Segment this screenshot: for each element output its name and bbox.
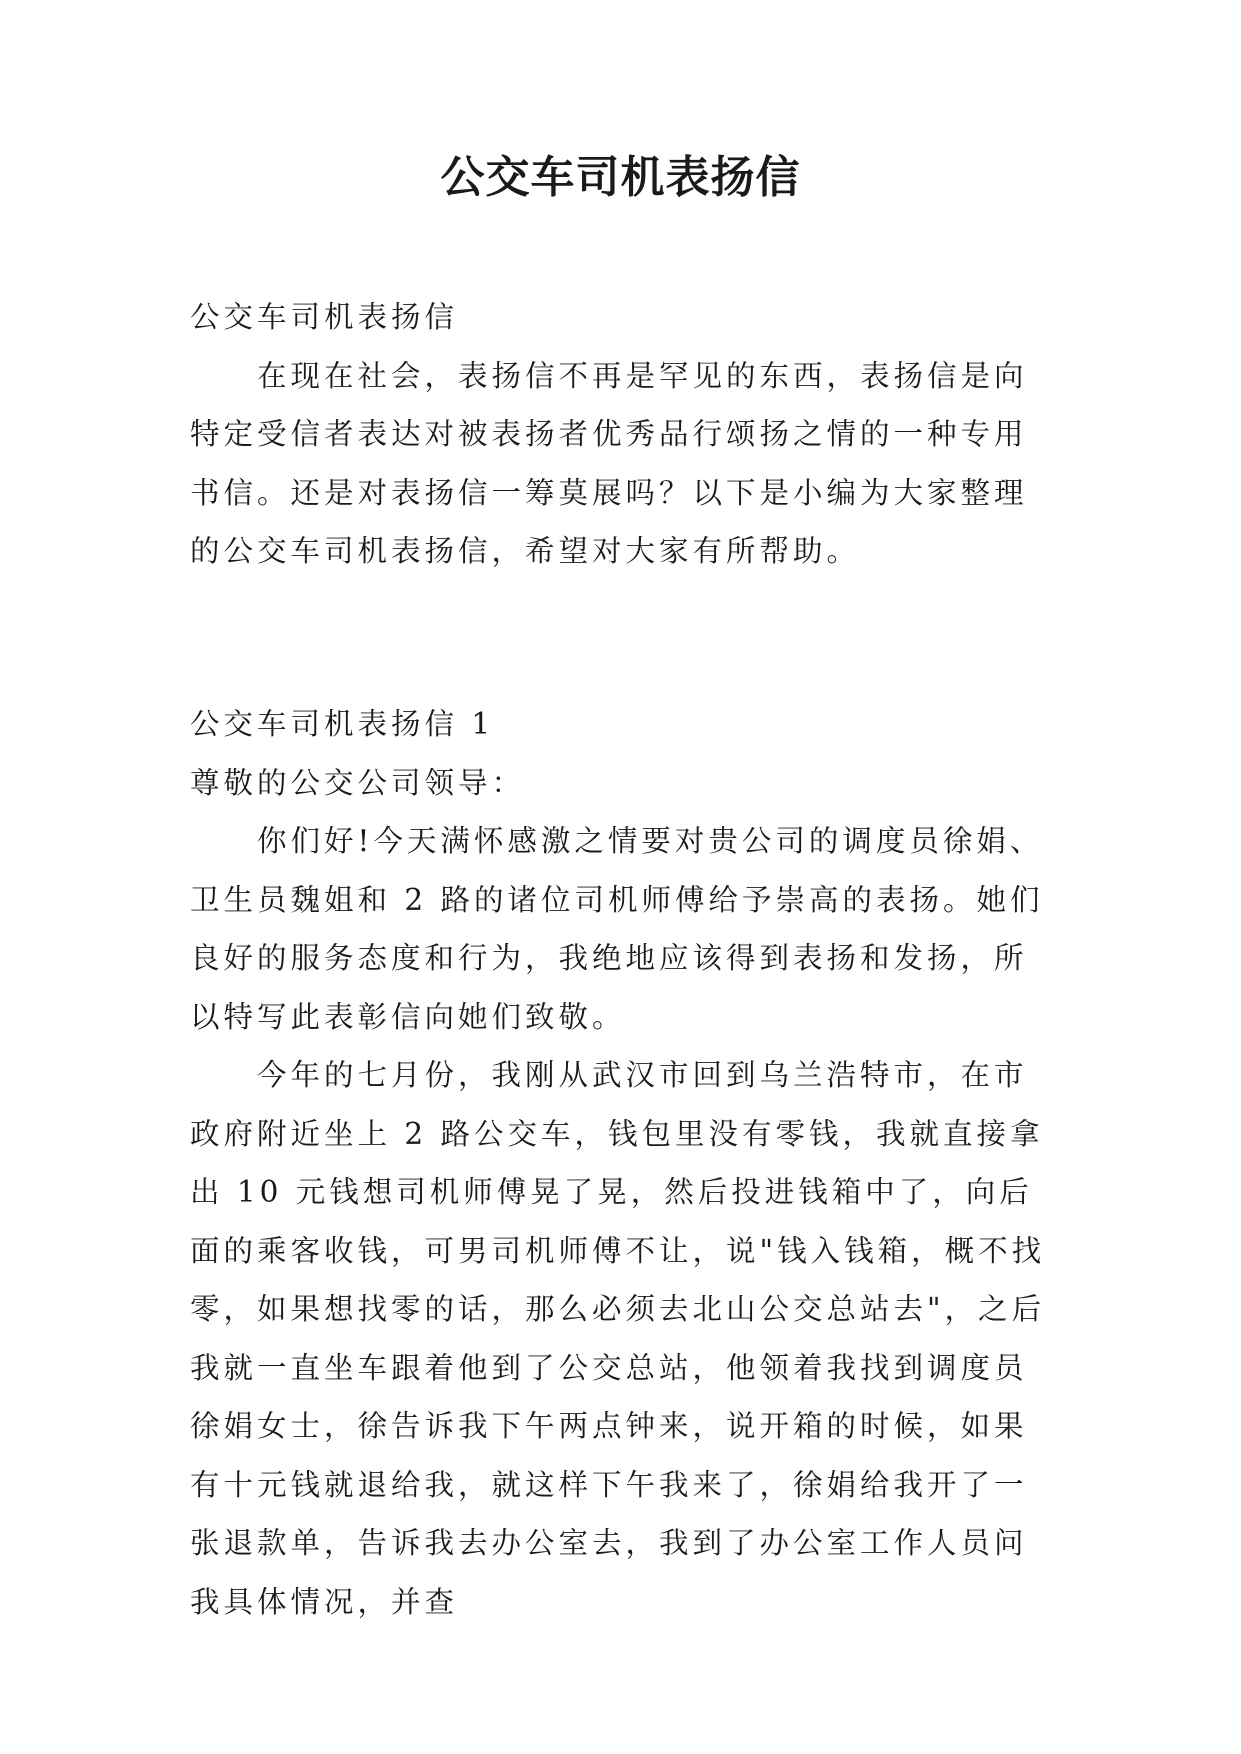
document-title: 公交车司机表扬信 <box>440 152 801 203</box>
letter-salutation: 尊敬的公交公司领导： <box>190 765 526 800</box>
letter-section <box>190 695 1052 1631</box>
intro-paragraph: 在现在社会，表扬信不再是罕见的东西，表扬信是向特定受信者表达对被表扬者优秀品行颂扬之情的一种专用书信。还是对表扬信一筹莫展吗？以下是小编为大家整理的公交车司机表扬信，希望对大家有所帮助。 <box>190 358 1028 568</box>
letter-heading: 公交车司机表扬信 1 <box>190 707 495 741</box>
letter-paragraph: 你们好!今天满怀感激之情要对贵公司的调度员徐娟、卫生员魏姐和 2 路的诸位司机师傅给予崇高的表扬。她们良好的服务态度和行为，我绝地应该得到表扬和发扬，所以特写此表彰信向她们致敬。 <box>190 824 1044 1034</box>
intro-heading: 公交车司机表扬信 <box>190 300 459 334</box>
letter-paragraph: 今年的七月份，我刚从武汉市回到乌兰浩特市，在市政府附近坐上 2 路公交车，钱包里没有零钱，我就直接拿出 10 元钱想司机师傅晃了晃，然后投进钱箱中了，向后面的乘客收钱，可男司机师傅不让，说"钱入钱箱，概不找零，如果想找零的话，那么必须去北山公交总站去"，之后我就一直坐车跟着他到了公交总站，他领着我找到调度员徐娟女士，徐告诉我下午两点钟来，说开箱的时候，如果有十元钱就退给我，就这样下午我来了，徐娟给我开了一张退款单，告诉我去办公室去，我到了办公室工作人员问我具体情况，并查 <box>190 1058 1046 1619</box>
intro-section <box>190 288 1052 581</box>
